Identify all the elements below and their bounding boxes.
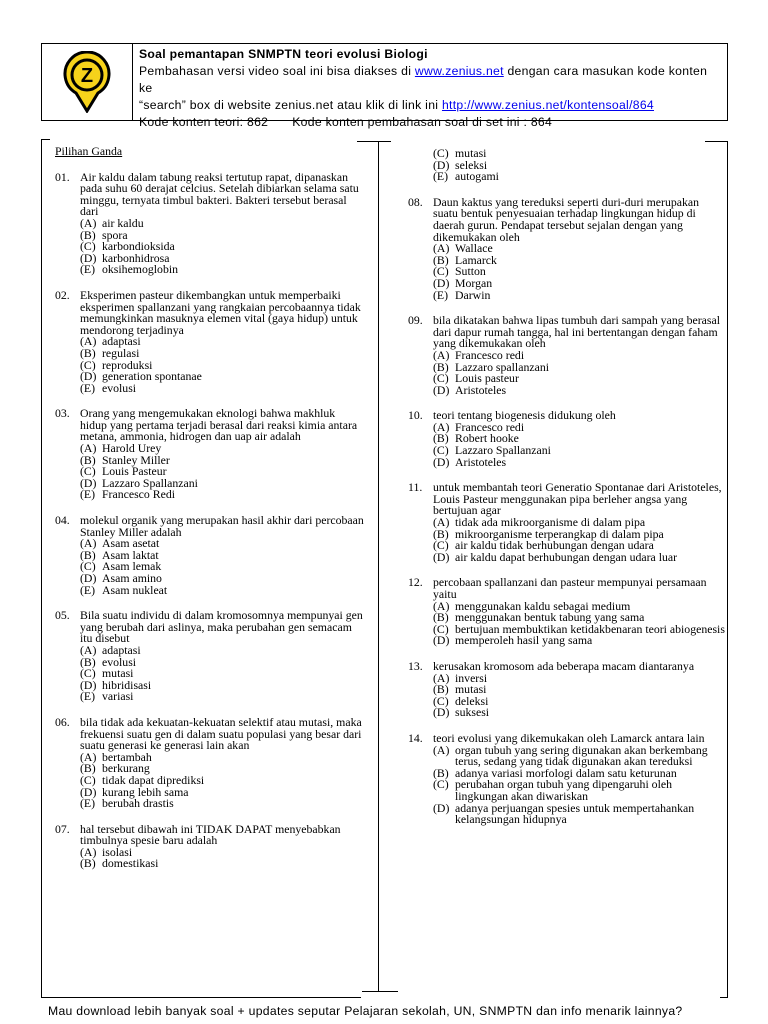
answer-option	[433, 171, 726, 183]
option-text: bertambah	[102, 749, 152, 764]
right-column-frame-top	[705, 141, 727, 142]
option-list	[408, 243, 726, 301]
option-letter: (B)	[80, 452, 96, 467]
option-letter: (A)	[433, 419, 450, 434]
answer-option	[80, 858, 365, 870]
question-number: 10.	[408, 408, 423, 423]
option-letter: (D)	[433, 382, 450, 397]
right-column-frame-bottom	[720, 997, 728, 998]
option-text: organ tubuh yang sering digunakan akan berkembang terus, sedang yang tidak digunakan akan tereduksi	[455, 742, 708, 769]
option-letter: (B)	[433, 252, 449, 267]
option-letter: (A)	[433, 515, 450, 530]
option-text: mutasi	[455, 682, 487, 697]
left-column	[55, 146, 365, 884]
right-column	[408, 148, 726, 840]
question-stem	[55, 821, 365, 848]
question-stem	[408, 315, 726, 350]
option-text: evolusi	[102, 380, 137, 395]
option-list	[55, 336, 365, 394]
question-text: teori tentang biogenesis didukung oleh	[433, 408, 616, 423]
option-letter: (D)	[80, 677, 97, 692]
option-letter: (D)	[80, 475, 97, 490]
option-list	[55, 642, 365, 704]
option-text: karbondioksida	[102, 239, 175, 254]
option-list	[408, 419, 726, 469]
option-letter: (B)	[433, 610, 449, 625]
question-text: teori evolusi yang dikemukakan oleh Lamarck antara lain	[433, 730, 705, 745]
option-letter: (B)	[80, 227, 96, 242]
option-letter: (D)	[433, 454, 450, 469]
option-text: berubah drastis	[102, 796, 174, 811]
option-letter: (C)	[433, 693, 449, 708]
option-letter: (B)	[433, 765, 449, 780]
right-column-frame-side	[727, 141, 728, 997]
answer-option	[433, 549, 726, 564]
option-letter: (E)	[80, 796, 96, 811]
option-text: air kaldu dapat berhubungan dengan udara luar	[455, 549, 678, 564]
option-text: Asam asetat	[102, 536, 160, 551]
option-letter: (E)	[433, 287, 449, 302]
option-letter: (D)	[433, 275, 450, 290]
option-text: spora	[102, 227, 128, 242]
option-text: domestikasi	[102, 856, 159, 871]
question-list-right	[408, 194, 726, 827]
option-text: mikroorganisme terperangkap di dalam pipa	[455, 526, 664, 541]
option-letter: (C)	[433, 777, 449, 792]
question-text: Air kaldu dalam tabung reaksi tertutup rapat, dipanaskan pada suhu 60 derajat celcius. Setelah dibiarkan selama satu minggu, ternyata timbul bakteri. Bakteri tersebut berasal dari	[80, 169, 359, 219]
left-column-frame-top	[41, 139, 50, 140]
question-stem	[55, 515, 365, 538]
question-number: 03.	[55, 406, 70, 421]
option-text: Louis pasteur	[455, 371, 519, 386]
answer-option	[80, 380, 365, 395]
option-text: Morgan	[455, 275, 493, 290]
option-text: Aristoteles	[455, 382, 507, 397]
discussion-code: Kode konten pembahasan soal di set ini : 864	[292, 115, 553, 129]
question-07-continuation	[408, 148, 726, 183]
option-text: perubahan organ tubuh yang dipengaruhi oleh lingkungan akan diwariskan	[455, 777, 672, 803]
option-text: Louis Pasteur	[102, 464, 167, 479]
question-text: kerusakan kromosom ada beberapa macam diantaranya	[433, 658, 695, 673]
option-text: evolusi	[102, 654, 137, 669]
option-letter: (A)	[433, 742, 450, 757]
question-item	[55, 408, 365, 501]
option-text: adanya perjuangan spesies untuk mempertahankan kelangsungan hidupnya	[455, 800, 695, 827]
document-header	[41, 43, 728, 129]
option-letter: (A)	[80, 536, 97, 551]
option-letter: (A)	[80, 642, 97, 657]
option-text: tidak ada mikroorganisme di dalam pipa	[455, 515, 646, 530]
question-stem	[55, 169, 365, 219]
question-item	[55, 714, 365, 811]
option-letter: (A)	[80, 844, 97, 859]
question-text: Daun kaktus yang tereduksi seperti duri-duri merupakan suatu bentuk penyesuaian terhadap lingkungan hidup di daerah gurun. Pendapat tersebut sejalan dengan yang dikemukakan oleh	[433, 194, 700, 244]
option-text: Asam nukleat	[102, 582, 168, 597]
option-letter: (B)	[433, 431, 449, 446]
question-list-left	[55, 169, 365, 871]
option-text: Francesco redi	[455, 347, 525, 362]
answer-option	[433, 635, 726, 647]
option-text: regulasi	[102, 345, 140, 360]
option-letter: (E)	[80, 380, 96, 395]
option-text: generation spontanae	[102, 369, 202, 384]
question-number: 13.	[408, 658, 423, 673]
option-text: menggunakan bentuk tabung yang sama	[455, 610, 645, 625]
question-item	[55, 610, 365, 703]
question-number: 01.	[55, 169, 70, 184]
option-text: hibridisasi	[102, 677, 152, 692]
option-text: Aristoteles	[455, 454, 507, 469]
option-text: mutasi	[455, 146, 487, 160]
option-list	[408, 517, 726, 563]
answer-option	[80, 582, 365, 597]
option-list	[55, 749, 365, 811]
option-text: Asam lemak	[102, 559, 162, 574]
document-title: Soal pemantapan SNMPTN teori evolusi Biologi	[139, 47, 428, 61]
option-list	[55, 215, 365, 277]
option-list	[408, 742, 726, 827]
option-text: Harold Urey	[102, 441, 162, 456]
question-item	[408, 410, 726, 468]
option-letter: (D)	[433, 800, 450, 815]
option-letter: (A)	[80, 334, 97, 349]
question-text: Eksperimen pasteur dikembangkan untuk memperbaiki eksperimen spallanzani yang rangkaian percobaannya tidak memungkinkan masuknya elemen vital (gaya hidup) untuk mendorong terjadinya	[80, 287, 361, 337]
question-stem	[408, 194, 726, 244]
option-letter: (D)	[80, 784, 97, 799]
option-letter: (E)	[80, 262, 96, 277]
question-number: 08.	[408, 194, 423, 209]
question-text: percobaan spallanzani dan pasteur mempunyai persamaan yaitu	[433, 575, 707, 601]
question-text: untuk membantah teori Generatio Spontanae dari Aristoteles, Louis Pasteur menggunakan pipa berleher angsa yang bertujuan agar	[433, 480, 722, 518]
option-letter: (B)	[433, 682, 449, 697]
question-number: 05.	[55, 608, 70, 623]
option-letter: (A)	[80, 215, 97, 230]
option-letter: (D)	[433, 633, 450, 648]
center-frame-bottom	[362, 991, 398, 992]
option-letter: (C)	[433, 443, 449, 458]
section-title: Pilihan Ganda	[55, 144, 123, 158]
question-number: 02.	[55, 287, 70, 302]
option-letter: (B)	[433, 526, 449, 541]
question-stem	[55, 714, 365, 753]
option-letter: (C)	[80, 464, 96, 479]
option-letter: (C)	[80, 559, 96, 574]
option-letter: (E)	[80, 487, 96, 502]
footer-promo: Mau download lebih banyak soal + updates seputar Pelajaran sekolah, UN, SNMPTN dan info menarik lainnya?	[48, 1004, 683, 1018]
option-letter: (A)	[80, 441, 97, 456]
option-letter: (B)	[80, 856, 96, 871]
option-text: Francesco Redi	[102, 487, 176, 502]
answer-option	[433, 742, 726, 769]
answer-option	[80, 798, 365, 810]
option-letter: (A)	[433, 347, 450, 362]
option-letter: (C)	[80, 239, 96, 254]
question-number: 12.	[408, 575, 423, 590]
question-item	[408, 482, 726, 563]
question-item	[408, 658, 726, 720]
option-text: Lazzaro Spallanzani	[102, 475, 198, 490]
option-text: variasi	[102, 689, 134, 704]
option-letter: (D)	[80, 369, 97, 384]
option-text: kurang lebih sama	[102, 784, 189, 799]
option-letter: (C)	[80, 772, 96, 787]
option-text: berkurang	[102, 761, 150, 776]
question-item	[55, 169, 365, 277]
center-frame-top	[357, 141, 391, 142]
option-list	[408, 598, 726, 648]
option-letter: (D)	[80, 250, 97, 265]
option-letter: (C)	[80, 666, 96, 681]
question-text: Bila suatu individu di dalam kromosomnya mempunyai gen yang berubah dari aslinya, maka perubahan gen semacam itu disebut	[80, 608, 363, 646]
option-letter: (D)	[433, 549, 450, 564]
option-text: Asam amino	[102, 571, 162, 585]
option-text: air kaldu	[102, 215, 144, 230]
option-text: tidak dapat diprediksi	[102, 772, 205, 787]
option-text: memperoleh hasil yang sama	[455, 633, 593, 648]
option-text: Lazzaro spallanzani	[455, 359, 549, 374]
option-letter: (C)	[433, 146, 449, 160]
question-number: 06.	[55, 714, 70, 729]
option-letter: (C)	[80, 357, 96, 372]
option-list	[55, 443, 365, 501]
answer-option	[80, 691, 365, 703]
option-text: air kaldu tidak berhubungan dengan udara	[455, 538, 654, 553]
theory-code: Kode konten teori: 862	[139, 115, 269, 129]
answer-option	[433, 382, 726, 397]
access-info-line-2: “search” box di website zenius.net atau klik di link ini http://www.zenius.net/kontensoal/864	[139, 98, 654, 112]
question-text: Orang yang mengemukakan eknologi bahwa makhluk hidup yang pertama terjadi berasal dari reaksi kimia antara metana, ammonia, hidrogen dan uap air adalah	[80, 406, 358, 444]
option-text: deleksi	[455, 693, 489, 708]
answer-option	[433, 707, 726, 719]
question-item	[55, 287, 365, 395]
option-letter: (A)	[433, 670, 450, 685]
question-stem	[55, 408, 365, 443]
answer-option	[433, 800, 726, 827]
question-stem	[408, 577, 726, 600]
question-stem	[408, 482, 726, 517]
option-text: isolasi	[102, 844, 133, 859]
question-item	[408, 730, 726, 827]
option-letter: (C)	[433, 538, 449, 553]
question-text: bila dikatakan bahwa lipas tumbuh dari sampah yang berasal dari dapur rumah tangga, hal ini bertentangan dengan faham yang dikemukakan oleh	[433, 313, 720, 351]
option-text: Stanley Miller	[102, 452, 170, 467]
option-letter: (C)	[433, 264, 449, 279]
content-code-link[interactable]: http://www.zenius.net/kontensoal/864	[441, 98, 654, 112]
option-letter: (E)	[80, 689, 96, 704]
option-text: suksesi	[455, 705, 490, 720]
zenius-website-link[interactable]: www.zenius.net	[414, 64, 504, 78]
option-text: Asam laktat	[102, 547, 159, 562]
option-text: karbonhidrosa	[102, 250, 170, 265]
option-text: autogami	[455, 169, 499, 184]
question-item	[55, 821, 365, 871]
question-text: molekul organik yang merupakan hasil akhir dari percobaan Stanley Miller adalah	[80, 513, 364, 539]
content-codes	[139, 114, 721, 131]
option-list	[55, 538, 365, 596]
option-list	[408, 148, 726, 183]
option-text: Lazzaro Spallanzani	[455, 443, 551, 458]
answer-option	[433, 454, 726, 469]
option-text: mutasi	[102, 666, 134, 681]
option-text: seleksi	[455, 157, 488, 172]
option-text: Francesco redi	[455, 419, 525, 434]
option-letter: (C)	[433, 371, 449, 386]
option-letter: (B)	[80, 345, 96, 360]
option-text: adaptasi	[102, 334, 141, 349]
option-letter: (B)	[80, 547, 96, 562]
question-text: bila tidak ada kekuatan-kekuatan selektif atau mutasi, maka frekuensi suatu gen di dalam suatu populasi yang besar dari suatu generasi ke generasi lain akan	[80, 714, 362, 753]
option-text: oksihemoglobin	[102, 262, 179, 277]
question-stem	[55, 287, 365, 337]
answer-option	[80, 264, 365, 276]
answer-option	[433, 779, 726, 802]
option-letter: (D)	[433, 705, 450, 720]
option-letter: (C)	[433, 621, 449, 636]
question-item	[408, 577, 726, 647]
option-text: Sutton	[455, 264, 486, 279]
left-column-frame-side	[41, 139, 42, 997]
option-letter: (A)	[80, 749, 97, 764]
question-text: hal tersebut dibawah ini TIDAK DAPAT menyebabkan timbulnya spesie baru adalah	[80, 821, 341, 848]
question-item	[408, 194, 726, 302]
access-info-line-1: Pembahasan versi video soal ini bisa diakses di www.zenius.net dengan cara masukan kode konten ke	[139, 64, 708, 95]
option-text: reproduksi	[102, 357, 153, 372]
question-stem	[55, 610, 365, 645]
svg-text:Z: Z	[80, 65, 94, 87]
option-letter: (B)	[80, 761, 96, 776]
question-item	[408, 315, 726, 396]
header-text	[133, 44, 727, 129]
option-text: Wallace	[455, 241, 493, 256]
option-letter: (E)	[80, 582, 96, 597]
option-text: Lamarck	[455, 252, 497, 267]
option-text: inversi	[455, 670, 488, 685]
option-list	[408, 670, 726, 720]
option-text: Robert hooke	[455, 431, 519, 446]
option-text: adaptasi	[102, 642, 141, 657]
option-text: bertujuan membuktikan ketidakbenaran teori abiogenesis	[455, 621, 725, 636]
left-column-frame-bottom	[41, 997, 361, 998]
option-letter: (A)	[433, 598, 450, 613]
answer-option	[80, 489, 365, 501]
question-number: 11.	[408, 480, 423, 495]
option-text: Darwin	[455, 287, 491, 302]
option-letter: (A)	[433, 241, 450, 256]
option-letter: (D)	[433, 157, 450, 172]
question-number: 04.	[55, 513, 70, 528]
zenius-logo-icon	[62, 51, 112, 113]
option-letter: (B)	[80, 654, 96, 669]
question-item	[55, 515, 365, 596]
option-letter: (D)	[80, 571, 97, 585]
option-list	[408, 347, 726, 397]
logo-cell	[42, 44, 133, 120]
center-frame-side	[378, 141, 379, 991]
question-number: 07.	[55, 821, 70, 836]
question-number: 14.	[408, 730, 423, 745]
option-text: menggunakan kaldu sebagai medium	[455, 598, 631, 613]
option-letter: (B)	[433, 359, 449, 374]
option-list	[55, 844, 365, 871]
option-letter: (E)	[433, 169, 449, 184]
option-text: adanya variasi morfologi dalam satu keturunan	[455, 765, 677, 780]
question-number: 09.	[408, 313, 423, 328]
answer-option	[433, 287, 726, 302]
